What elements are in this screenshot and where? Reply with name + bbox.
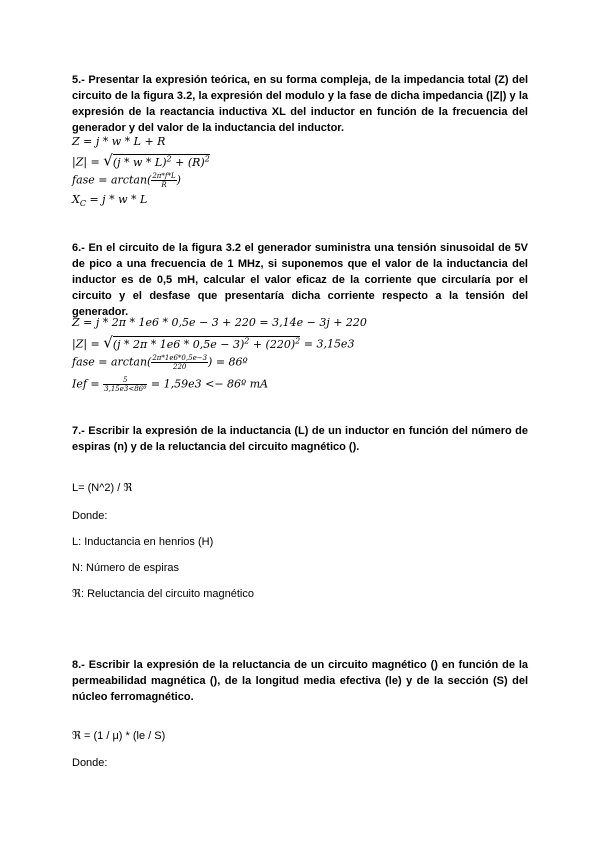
question-6-text: 6.- En el circuito de la figura 3.2 el generador suministra una tensión sinusoidal de 5V de pico a una frecuencia de 1 MHz, si suponemos que el valor de la inductancia del inductor es de 0,5 mH, calcular el valor eficaz de la corriente que circularía por el circuito y el desfase que presentaría dicha corriente respecto a la tensión del generador. <box>72 242 528 318</box>
q7-definition-n: N: Número de espiras <box>72 562 179 574</box>
q8-formula: ℜ = (1 / μ) * (le / S) <box>72 730 166 742</box>
q6-modulus-equation: $|Z| = √(j * 2\pi * 1e6 * 0,5e - 3)^2 + (220)^2 = 3,15e3$ <box>72 333 355 352</box>
question-7-text: 7.- Escribir la expresión de la inductancia (L) de un inductor en función del número de espiras (n) y de la reluctancia del circuito magnético (). <box>72 425 528 453</box>
q6-phase-equation: fase = arctan( $\frac{2\pi*1e6*0,5e-3}{220}$ ) = 86º <box>72 354 248 371</box>
q5-modulus-equation: $|Z| = √(j * w * L)^2 + (R)^2$ <box>72 151 210 170</box>
q7-definition-reluctance: ℜ: Reluctancia del circuito magnético <box>72 588 254 600</box>
q5-reactance-equation: $X_C = j * w * L$ <box>72 193 148 209</box>
q7-formula: L= (N^2) / ℜ <box>72 482 133 494</box>
q5-impedance-equation: Z = j * w * L + R <box>72 135 166 148</box>
q6-impedance-equation: Z = j * 2π * 1e6 * 0,5e − 3 + 220 = 3,14e − 3j + 220 <box>72 316 367 329</box>
q8-donde-label: Donde: <box>72 757 108 769</box>
q7-donde-label: Donde: <box>72 510 108 522</box>
q6-current-equation: Ief = $\frac{5}{\text{3,15e3<86º}}$ = 1,59e3 <− 86º mA <box>72 376 269 393</box>
q5-phase-equation: fase = arctan( $\frac{2\pi*f*L}{R}$ ) <box>72 172 181 189</box>
q7-definition-l: L: Inductancia en henrios (H) <box>72 536 214 548</box>
question-8-text: 8.- Escribir la expresión de la reluctancia de un circuito magnético () en función de la permeabilidad magnética (), de la longitud media efectiva (le) y de la sección (S) del núcleo ferromagnético. <box>72 659 528 703</box>
question-5-text: 5.- Presentar la expresión teórica, en su forma compleja, de la impedancia total (Z) del circuito de la figura 3.2, la expresión del modulo y la fase de dicha impedancia (|Z|) y la expresión de la reactancia inductiva XL del inductor en función de la frecuencia del generador y del valor de la inductancia del inductor. <box>72 74 528 134</box>
